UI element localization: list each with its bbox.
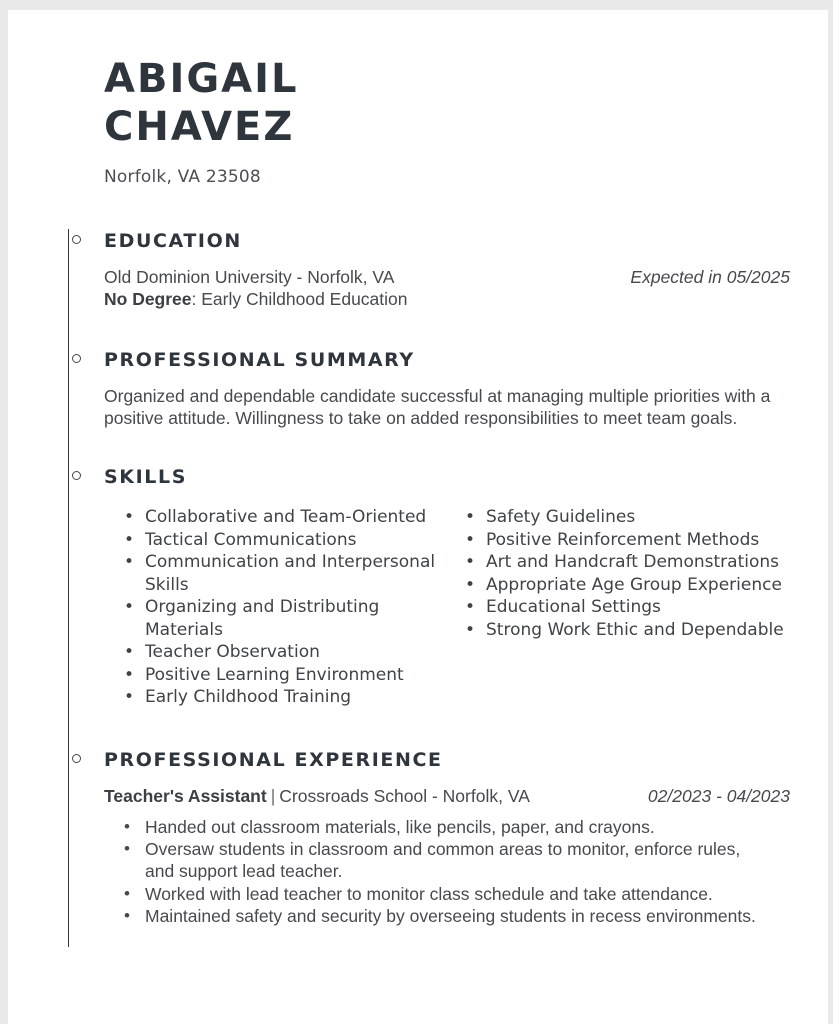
experience-bullet: • Maintained safety and security by overseeing students in recess environments.	[104, 905, 764, 927]
job-title-company	[104, 785, 530, 807]
skill-item: • Collaborative and Team-Oriented	[104, 506, 445, 529]
education-entry	[104, 266, 790, 288]
skill-item: • Positive Learning Environment	[104, 664, 445, 687]
experience-heading-label: PROFESSIONAL EXPERIENCE	[104, 748, 443, 771]
summary-heading-label: PROFESSIONAL SUMMARY	[104, 349, 415, 371]
skills-heading-label: SKILLS	[104, 466, 187, 488]
skills-columns	[104, 506, 790, 709]
section-education	[104, 229, 790, 310]
timeline-node-icon	[72, 754, 81, 763]
person-name-line2: CHAVEZ	[104, 104, 295, 150]
experience-bullet: • Handed out classroom materials, like pencils, paper, and crayons.	[104, 816, 764, 838]
person-name	[104, 55, 790, 151]
section-experience	[104, 748, 790, 928]
education-heading-label: EDUCATION	[104, 230, 242, 252]
education-degree	[104, 288, 790, 310]
skill-item: • Strong Work Ethic and Dependable	[445, 619, 790, 642]
person-address: Norfolk, VA 23508	[104, 167, 261, 187]
education-school: Old Dominion University - Norfolk, VA	[104, 267, 395, 287]
job-company: Crossroads School - Norfolk, VA	[279, 785, 530, 806]
job-title-row	[104, 785, 790, 807]
timeline-node-icon	[72, 235, 81, 244]
skill-item: • Early Childhood Training	[104, 686, 445, 709]
skill-item: • Communication and Interpersonal Skills	[104, 551, 445, 596]
skill-item: • Safety Guidelines	[445, 506, 790, 529]
job-dates: 02/2023 - 04/2023	[647, 785, 790, 806]
job-separator: |	[270, 785, 276, 806]
skills-column-2	[445, 506, 790, 709]
skills-column-1	[104, 506, 445, 709]
skill-item: • Positive Reinforcement Methods	[445, 529, 790, 552]
education-degree-detail: : Early Childhood Education	[191, 289, 408, 309]
person-name-line1: ABIGAIL	[104, 56, 299, 102]
education-degree-label: No Degree	[104, 289, 192, 309]
skill-item: • Educational Settings	[445, 596, 790, 619]
skill-item: • Tactical Communications	[104, 529, 445, 552]
summary-text: Organized and dependable candidate successful at managing multiple priorities with a positive attitude. Willingness to take on added responsibilities to meet team goals.	[104, 386, 771, 428]
timeline-node-icon	[72, 354, 81, 363]
education-expected-date: Expected in 05/2025	[630, 267, 790, 287]
skills-heading	[104, 465, 790, 489]
section-skills	[104, 465, 790, 709]
timeline-node-icon	[72, 471, 81, 480]
skill-item: • Art and Handcraft Demonstrations	[445, 551, 790, 574]
experience-heading	[104, 748, 790, 772]
skill-item: • Appropriate Age Group Experience	[445, 574, 790, 597]
experience-bullets	[104, 816, 764, 928]
skill-item: • Teacher Observation	[104, 641, 445, 664]
timeline-line	[68, 229, 69, 947]
summary-heading	[104, 348, 790, 372]
skill-item: • Organizing and Distributing Materials	[104, 596, 445, 641]
experience-bullet: • Worked with lead teacher to monitor class schedule and take attendance.	[104, 883, 764, 905]
resume-page	[8, 10, 828, 1024]
experience-bullet: • Oversaw students in classroom and common areas to monitor, enforce rules, and support lead teacher.	[104, 838, 764, 883]
education-heading	[104, 229, 790, 253]
section-summary	[104, 348, 790, 429]
job-title: Teacher's Assistant	[104, 785, 267, 806]
